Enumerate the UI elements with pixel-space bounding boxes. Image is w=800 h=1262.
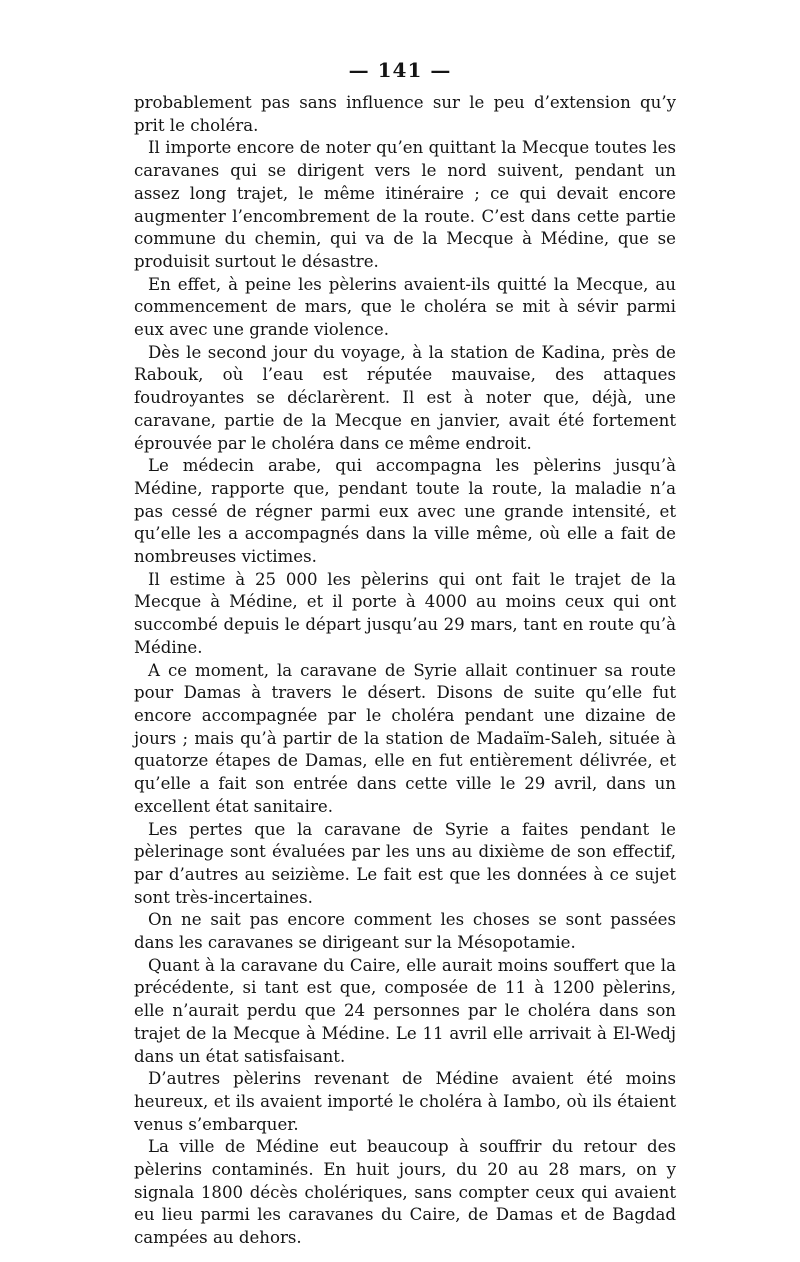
paragraph: Quant à la caravane du Caire, elle aurait moins souffert que la précédente, si tant est que, composée de 11 à 1200 pèlerins, elle n’aurait perdu que 24 personnes par le choléra dans son trajet de la Mecque à Médine. Le 11 avril elle arrivait à El-Wedj dans un état satisfaisant. — [134, 955, 676, 1066]
page-number: — 141 — — [348, 58, 452, 82]
paragraph: D’autres pèlerins revenant de Médine avaient été moins heureux, et ils avaient importé le choléra à Iambo, où ils étaient venus s’embarquer. — [134, 1069, 676, 1134]
paragraph: Les pertes que la caravane de Syrie a faites pendant le pèlerinage sont évaluées par les uns au dixième de son effectif, par d’autres au seizième. Le fait est que les données à ce sujet sont très-incertaines. — [134, 819, 676, 907]
paragraph: Le médecin arabe, qui accompagna les pèlerins jusqu’à Médine, rapporte que, pendant toute la route, la maladie n’a pas cessé de régner parmi eux avec une grande intensité, et qu’elle les a accompagnés dans la ville même, où elle a fait de nombreuses victimes. — [134, 456, 676, 567]
paragraph: A ce moment, la caravane de Syrie allait continuer sa route pour Damas à travers le désert. Disons de suite qu’elle fut encore accompagnée par le choléra pendant une dizaine de jours ; mais qu’à partir de la station de Madaïm-Saleh, située à quatorze étapes de Damas, elle en fut entièrement délivrée, et qu’elle a fait son entrée dans cette ville le 29 avril, dans un excellent état sanitaire. — [134, 660, 676, 816]
paragraph: La ville de Médine eut beaucoup à souffrir du retour des pèlerins contaminés. En huit jours, du 20 au 28 mars, on y signala 1800 décès cholériques, sans compter ceux qui avaient eu lieu parmi les caravanes du Caire, de Damas et de Bagdad campées au dehors. — [134, 1137, 676, 1248]
paragraph: probablement pas sans influence sur le peu d’extension qu’y prit le choléra. — [134, 93, 676, 135]
paragraph: Il estime à 25 000 les pèlerins qui ont fait le trajet de la Mecque à Médine, et il porte à 4000 au moins ceux qui ont succombé depuis le départ jusqu’au 29 mars, tant en route qu’à Médine. — [134, 569, 676, 657]
paragraph: Il importe encore de noter qu’en quittant la Mecque toutes les caravanes qui se dirigent vers le nord suivent, pendant un assez long trajet, le même itinéraire ; ce qui devait encore augmenter l’encombrement de la route. C’est dans cette partie commune du chemin, qui va de la Mecque à Médine, que se produisit surtout le désastre. — [134, 138, 676, 271]
paragraph: En effet, à peine les pèlerins avaient-ils quitté la Mecque, au commencement de mars, que le choléra se mit à sévir parmi eux avec une grande violence. — [134, 274, 676, 340]
paragraph: On ne sait pas encore comment les choses se sont passées dans les caravanes se dirigeant sur la Mésopotamie. — [134, 910, 676, 953]
paragraph: Dès le second jour du voyage, à la station de Kadina, près de Rabouk, où l’eau est réputée mauvaise, des attaques foudroyantes se déclarèrent. Il est à noter que, déjà, une caravane, partie de la Mecque en janvier, avait été fortement éprouvée par le choléra dans ce même endroit. — [134, 342, 676, 453]
body-text — [134, 92, 676, 1250]
